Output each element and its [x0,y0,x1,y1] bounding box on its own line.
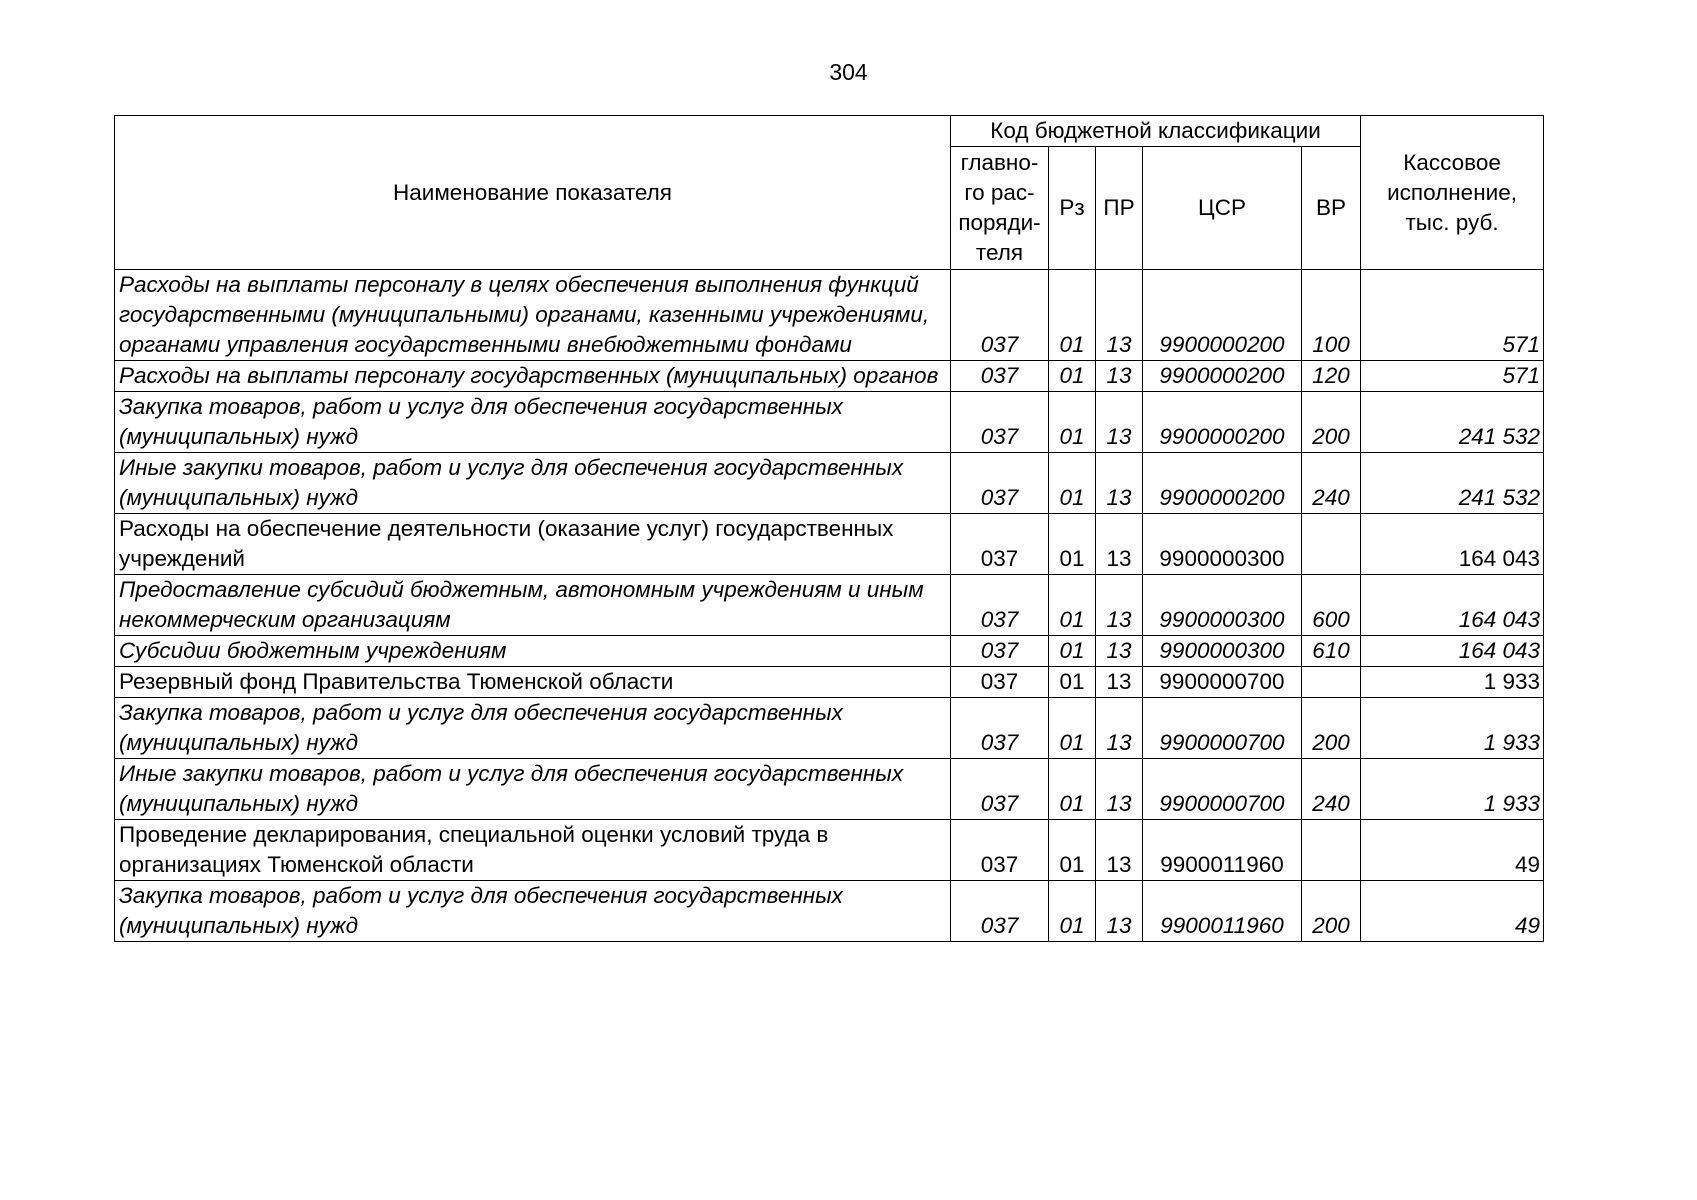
header-code-group: Код бюджетной классификации [951,116,1361,147]
row-pr: 13 [1096,759,1143,820]
row-vr: 240 [1302,453,1361,514]
row-name: Субсидии бюджетным учреждениям [115,636,951,667]
header-pr: ПР [1096,147,1143,270]
table-row [115,270,1544,361]
row-name: Расходы на выплаты персоналу в целях обеспечения выполнения функций государственными (муниципальными) органами, казенными учреждениями, органами управления государственными внебюджетными фондами [115,270,951,361]
row-amount: 49 [1361,820,1544,881]
header-main-manager-line-1: главно- [960,150,1039,175]
table-row [115,820,1544,881]
row-main-manager: 037 [951,698,1049,759]
row-rz: 01 [1049,667,1096,698]
row-main-manager: 037 [951,392,1049,453]
row-amount: 241 532 [1361,453,1544,514]
row-name: Резервный фонд Правительства Тюменской области [115,667,951,698]
row-csr: 9900000200 [1143,453,1302,514]
row-vr [1302,514,1361,575]
row-main-manager: 037 [951,820,1049,881]
row-vr [1302,820,1361,881]
header-main-manager [951,147,1049,270]
row-csr: 9900000300 [1143,514,1302,575]
header-csr: ЦСР [1143,147,1302,270]
row-csr: 9900000200 [1143,361,1302,392]
row-pr: 13 [1096,698,1143,759]
row-pr: 13 [1096,270,1143,361]
header-main-manager-line-2: го рас- [964,180,1035,205]
row-csr: 9900000700 [1143,759,1302,820]
row-name: Иные закупки товаров, работ и услуг для обеспечения государственных (муниципальных) нужд [115,759,951,820]
row-rz: 01 [1049,361,1096,392]
budget-table [114,115,1544,942]
row-amount: 49 [1361,881,1544,942]
row-name: Расходы на выплаты персоналу государственных (муниципальных) органов [115,361,951,392]
row-pr: 13 [1096,667,1143,698]
row-vr: 100 [1302,270,1361,361]
row-amount: 164 043 [1361,514,1544,575]
header-vr: ВР [1302,147,1361,270]
row-main-manager: 037 [951,453,1049,514]
table-row [115,759,1544,820]
header-amount-line-1: Кассовое [1403,149,1501,175]
row-pr: 13 [1096,881,1143,942]
row-amount: 1 933 [1361,698,1544,759]
row-csr: 9900000300 [1143,575,1302,636]
row-rz: 01 [1049,698,1096,759]
row-amount: 164 043 [1361,575,1544,636]
row-pr: 13 [1096,575,1143,636]
row-vr: 240 [1302,759,1361,820]
row-csr: 9900011960 [1143,881,1302,942]
row-vr: 610 [1302,636,1361,667]
row-pr: 13 [1096,514,1143,575]
row-amount: 1 933 [1361,759,1544,820]
table-row [115,514,1544,575]
header-amount-line-2: исполнение, [1387,179,1517,205]
table-row [115,453,1544,514]
header-amount-line-3: тыс. руб. [1405,209,1499,235]
row-pr: 13 [1096,361,1143,392]
row-name: Закупка товаров, работ и услуг для обеспечения государственных (муниципальных) нужд [115,698,951,759]
row-vr: 120 [1302,361,1361,392]
row-csr: 9900000700 [1143,667,1302,698]
row-rz: 01 [1049,759,1096,820]
row-pr: 13 [1096,453,1143,514]
row-main-manager: 037 [951,575,1049,636]
row-vr: 200 [1302,881,1361,942]
row-amount: 241 532 [1361,392,1544,453]
row-vr: 200 [1302,392,1361,453]
row-amount: 164 043 [1361,636,1544,667]
row-main-manager: 037 [951,361,1049,392]
table-header [115,116,1544,270]
row-pr: 13 [1096,392,1143,453]
row-pr: 13 [1096,820,1143,881]
row-main-manager: 037 [951,667,1049,698]
row-name: Закупка товаров, работ и услуг для обеспечения государственных (муниципальных) нужд [115,392,951,453]
row-rz: 01 [1049,392,1096,453]
row-main-manager: 037 [951,270,1049,361]
row-csr: 9900000700 [1143,698,1302,759]
table-row [115,881,1544,942]
header-name: Наименование показателя [115,116,951,270]
row-csr: 9900000200 [1143,270,1302,361]
table-row [115,698,1544,759]
page-number: 304 [829,59,868,85]
row-name: Иные закупки товаров, работ и услуг для обеспечения государственных (муниципальных) нужд [115,453,951,514]
row-csr: 9900000200 [1143,392,1302,453]
row-main-manager: 037 [951,514,1049,575]
row-main-manager: 037 [951,759,1049,820]
row-rz: 01 [1049,453,1096,514]
row-main-manager: 037 [951,881,1049,942]
row-name: Предоставление субсидий бюджетным, автономным учреждениям и иным некоммерческим организациям [115,575,951,636]
row-rz: 01 [1049,575,1096,636]
table-row [115,575,1544,636]
row-amount: 571 [1361,361,1544,392]
header-main-manager-line-3: поряди- [958,210,1041,235]
row-rz: 01 [1049,514,1096,575]
row-rz: 01 [1049,270,1096,361]
row-amount: 571 [1361,270,1544,361]
table-row [115,636,1544,667]
row-rz: 01 [1049,636,1096,667]
row-vr [1302,667,1361,698]
row-name: Проведение декларирования, специальной оценки условий труда в организациях Тюменской области [115,820,951,881]
table-body [115,270,1544,942]
row-vr: 600 [1302,575,1361,636]
row-rz: 01 [1049,881,1096,942]
row-name: Закупка товаров, работ и услуг для обеспечения государственных (муниципальных) нужд [115,881,951,942]
row-rz: 01 [1049,820,1096,881]
row-pr: 13 [1096,636,1143,667]
row-csr: 9900000300 [1143,636,1302,667]
row-amount: 1 933 [1361,667,1544,698]
header-rz: Рз [1049,147,1096,270]
header-amount [1361,116,1544,270]
row-main-manager: 037 [951,636,1049,667]
table-row [115,667,1544,698]
header-main-manager-line-4: теля [975,240,1024,265]
row-vr: 200 [1302,698,1361,759]
row-name: Расходы на обеспечение деятельности (оказание услуг) государственных учреждений [115,514,951,575]
table-row [115,361,1544,392]
row-csr: 9900011960 [1143,820,1302,881]
table-row [115,392,1544,453]
